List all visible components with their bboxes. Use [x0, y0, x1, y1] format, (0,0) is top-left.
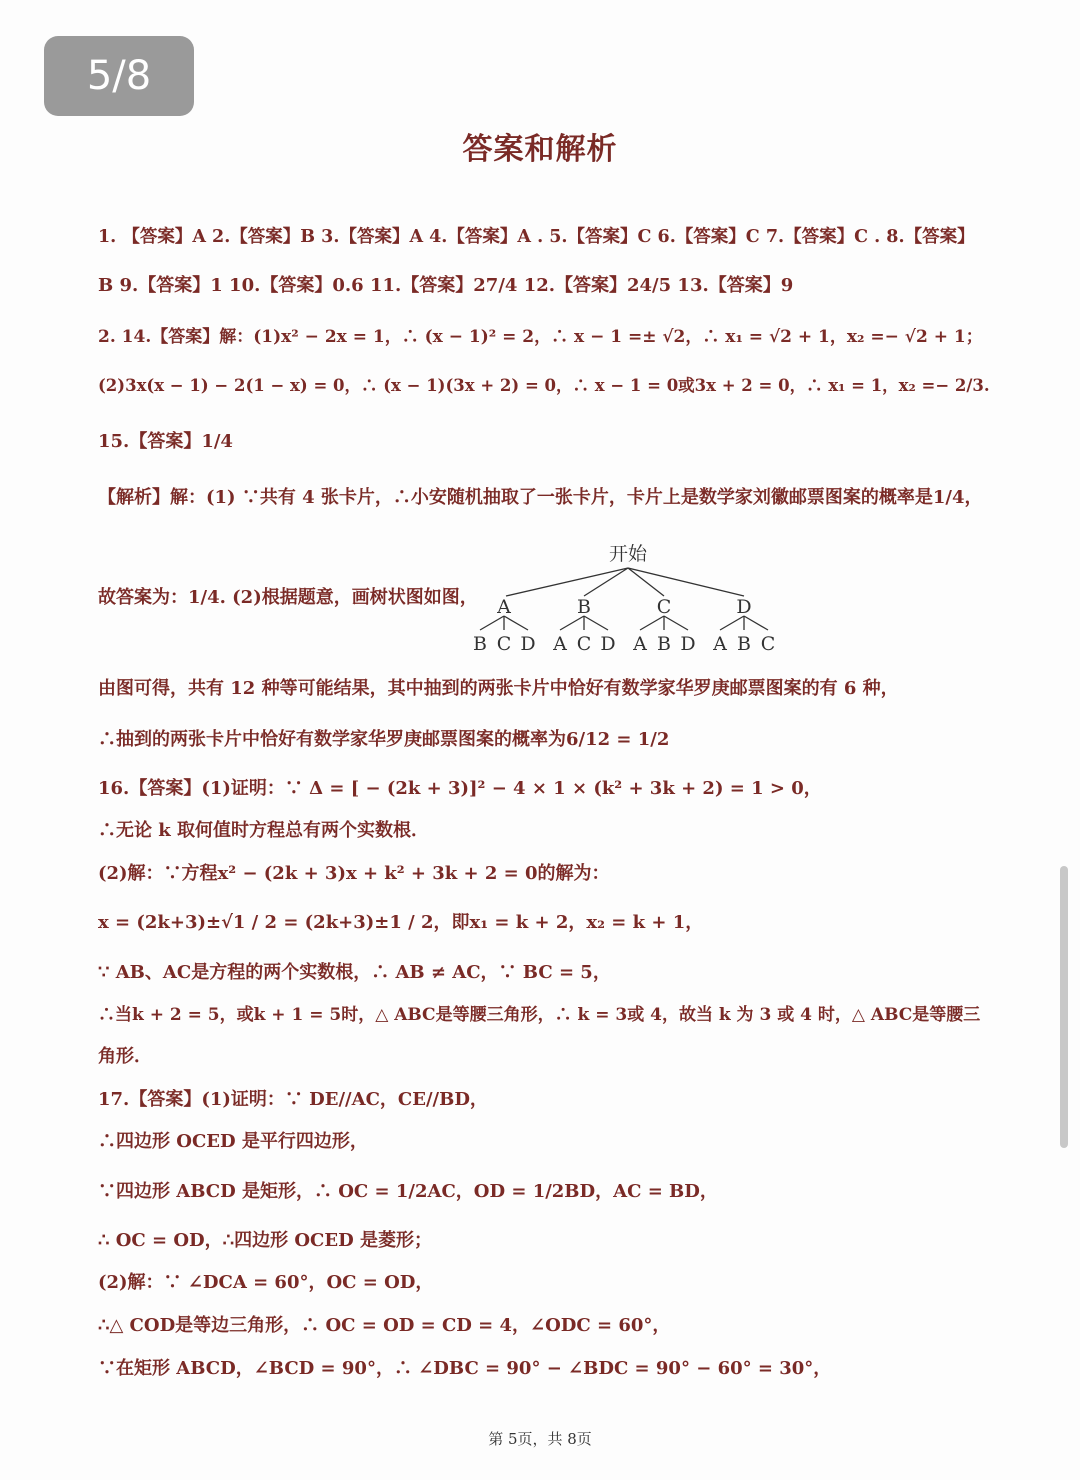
answer-line: B 9.【答案】1 10.【答案】0.6 11.【答案】27/4 12.【答案】24/5 13.【答案】9: [98, 275, 794, 296]
answer-line: 角形．: [98, 1046, 152, 1067]
answer-line: 16.【答案】(1)证明：∵ Δ = [ − (2k + 3)]² − 4 × 1 × (k² + 3k + 2) = 1 > 0，: [98, 778, 822, 799]
answer-line: (2)解：∵ ∠DCA = 60°，OC = OD，: [98, 1272, 434, 1293]
answer-line: ∴四边形 OCED 是平行四边形，: [98, 1131, 368, 1152]
tree-leaf: A: [633, 633, 647, 655]
answer-line: 2. 14.【答案】解：(1)x² − 2x = 1，∴ (x − 1)² = 2，∴ x − 1 =± √2，∴ x₁ = √2 + 1，x₂ =− √2 + 1；: [98, 327, 983, 347]
tree-leaf: B: [657, 633, 671, 655]
answer-line: ∴当k + 2 = 5，或k + 1 = 5时，△ ABC是等腰三角形，∴ k = 3或 4，故当 k 为 3 或 4 时，△ ABC是等腰三: [98, 1005, 981, 1025]
tree-leaf: A: [553, 633, 567, 655]
page-footer: 第 5页，共 8页: [488, 1430, 592, 1448]
answer-line: (2)3x(x − 1) − 2(1 − x) = 0，∴ (x − 1)(3x + 2) = 0，∴ x − 1 = 0或3x + 2 = 0，∴ x₁ = 1，x₂ =− 2/3.: [98, 376, 990, 395]
tree-root-label: 开始: [608, 543, 648, 565]
page-indicator-badge: 5/8: [44, 36, 194, 116]
answer-line: 【解析】解：(1) ∵共有 4 张卡片，∴小安随机抽取了一张卡片，卡片上是数学家刘徽邮票图案的概率是1/4，: [98, 487, 983, 508]
answer-line: ∵ AB、AC是方程的两个实数根，∴ AB ≠ AC，∵ BC = 5，: [98, 962, 611, 983]
tree-leaf: D: [520, 633, 536, 655]
answer-line: (2)解：∵方程x² − (2k + 3)x + k² + 3k + 2 = 0的解为：: [98, 863, 610, 884]
answer-line: 15.【答案】1/4: [98, 431, 233, 452]
answer-line: x = (2k+3)±√1 / 2 = (2k+3)±1 / 2，即x₁ = k + 2，x₂ = k + 1，: [98, 912, 704, 933]
answer-line: 由图可得，共有 12 种等可能结果，其中抽到的两张卡片中恰好有数学家华罗庚邮票图案的有 6 种，: [98, 678, 899, 699]
vertical-scrollbar[interactable]: [1060, 866, 1068, 1148]
answer-line: ∵四边形 ABCD 是矩形，∴ OC = 1/2AC，OD = 1/2BD，AC = BD，: [98, 1181, 718, 1202]
answer-line: ∴ OC = OD，∴四边形 OCED 是菱形；: [98, 1230, 432, 1251]
tree-leaf: C: [496, 633, 512, 655]
answer-line: 故答案为：1/4. (2)根据题意，画树状图如图，: [98, 587, 478, 608]
tree-node-d: D: [736, 596, 752, 618]
tree-leaf: B: [473, 633, 487, 655]
tree-leaf: A: [713, 633, 727, 655]
tree-node-b: B: [577, 596, 591, 618]
tree-leaf: D: [600, 633, 616, 655]
answer-line: ∴无论 k 取何值时方程总有两个实数根．: [98, 820, 430, 841]
tree-leaf: C: [760, 633, 776, 655]
answer-line: ∴抽到的两张卡片中恰好有数学家华罗庚邮票图案的概率为6/12 = 1/2: [98, 729, 670, 750]
answer-line: ∴△ COD是等边三角形，∴ OC = OD = CD = 4，∠ODC = 60°，: [98, 1315, 671, 1336]
tree-leaf: D: [680, 633, 696, 655]
tree-leaf: B: [737, 633, 751, 655]
tree-leaf: C: [576, 633, 592, 655]
probability-tree-diagram: [466, 538, 786, 662]
answer-line: ∵在矩形 ABCD，∠BCD = 90°，∴ ∠DBC = 90° − ∠BDC = 90° − 60° = 30°，: [98, 1358, 832, 1379]
answer-line: 17.【答案】(1)证明：∵ DE//AC，CE//BD，: [98, 1089, 488, 1110]
tree-node-a: A: [497, 596, 511, 618]
answer-line: 1. 【答案】A 2.【答案】B 3.【答案】A 4.【答案】A . 5.【答案】C 6.【答案】C 7.【答案】C . 8.【答案】: [98, 227, 975, 247]
tree-node-c: C: [656, 596, 672, 618]
page-title: 答案和解析: [462, 132, 618, 167]
